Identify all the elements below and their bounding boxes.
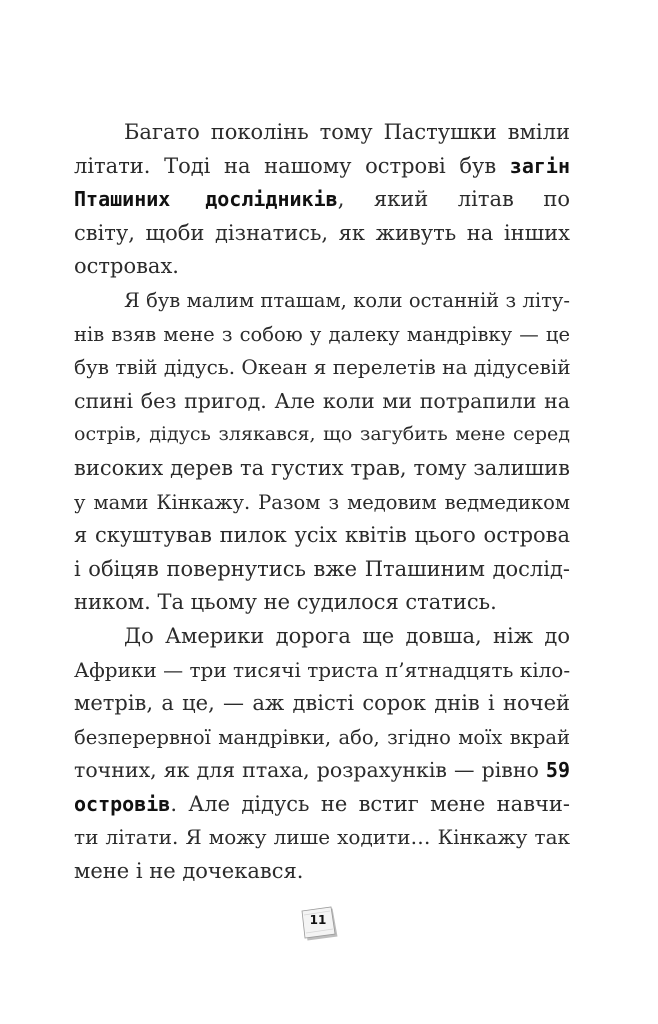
text-line	[74, 418, 570, 452]
text-segment: , який літав по	[337, 187, 570, 212]
text-line	[74, 351, 570, 385]
highlighted-term: 59	[545, 758, 570, 783]
text-segment: ти літати. Я можу лише ходити… Кінкажу так	[74, 825, 570, 850]
text-line	[74, 116, 570, 150]
text-segment: безперервної мандрівки, або, згідно моїх вкрай	[74, 725, 570, 749]
text-line	[74, 620, 570, 654]
text-segment: і обіцяв повернутись вже Пташиним дослід-	[74, 556, 570, 581]
text-segment: Багато поколінь тому Пастушки вміли	[124, 120, 570, 144]
text-line	[74, 150, 570, 184]
text-segment: ником. Та цьому не судилося статись.	[74, 590, 497, 615]
text-segment: нів взяв мене з собою у далеку мандрівку — це	[74, 322, 570, 346]
book-text	[74, 116, 570, 889]
text-segment: літати. Тоді на нашому острові був	[74, 153, 510, 178]
text-line	[74, 654, 570, 688]
highlighted-term: Пташиних дослідників	[74, 187, 338, 212]
page-number-tag	[298, 905, 338, 941]
text-segment: Африки — три тисячі триста п’ятнадцять кіло-	[74, 657, 571, 682]
text-segment: спині без пригод. Але коли ми потрапили на	[74, 388, 570, 413]
text-segment: метрів, а це, — аж двісті сорок днів і ночей	[74, 691, 570, 716]
text-segment: я скуштував пилок усіх квітів цього острова	[74, 523, 570, 548]
text-line	[74, 586, 570, 620]
text-line	[74, 217, 570, 251]
page-number: 11	[309, 913, 327, 927]
text-segment: світу, щоби дізнатись, як живуть на інших	[74, 220, 570, 245]
text-line	[74, 754, 570, 788]
text-line	[74, 250, 570, 284]
text-segment: островах.	[74, 254, 179, 279]
text-line	[74, 788, 570, 822]
text-segment: точних, як для птаха, розрахунків — рівно	[74, 758, 546, 783]
paragraph	[74, 284, 570, 620]
text-segment: . Але дідусь не встиг мене навчи-	[170, 791, 570, 816]
highlighted-term: островів	[74, 791, 171, 816]
text-segment: був твій дідусь. Океан я перелетів на дідусевій	[74, 355, 571, 380]
text-line	[74, 183, 570, 217]
text-segment: Я був малим пташам, коли останній з літу-	[124, 288, 570, 312]
text-line	[74, 821, 570, 855]
text-segment: високих дерев та густих трав, тому залишив	[74, 455, 570, 480]
text-line	[74, 452, 570, 486]
highlighted-term: загін	[509, 153, 570, 178]
text-line	[74, 721, 570, 755]
text-line	[74, 855, 570, 889]
paragraph	[74, 116, 570, 284]
paragraph	[74, 620, 570, 889]
text-segment: мене і не дочекався.	[74, 859, 304, 884]
text-line	[74, 687, 570, 721]
text-line	[74, 318, 570, 352]
text-line	[74, 553, 570, 587]
text-line	[74, 385, 570, 419]
text-line	[74, 486, 570, 520]
text-segment: у мами Кінкажу. Разом з медовим ведмедиком	[74, 490, 570, 514]
text-line	[74, 284, 570, 318]
text-line	[74, 519, 570, 553]
text-segment: До Америки дорога ще довша, ніж до	[124, 623, 570, 648]
text-segment: острів, дідусь злякався, що загубить мене серед	[74, 423, 570, 446]
